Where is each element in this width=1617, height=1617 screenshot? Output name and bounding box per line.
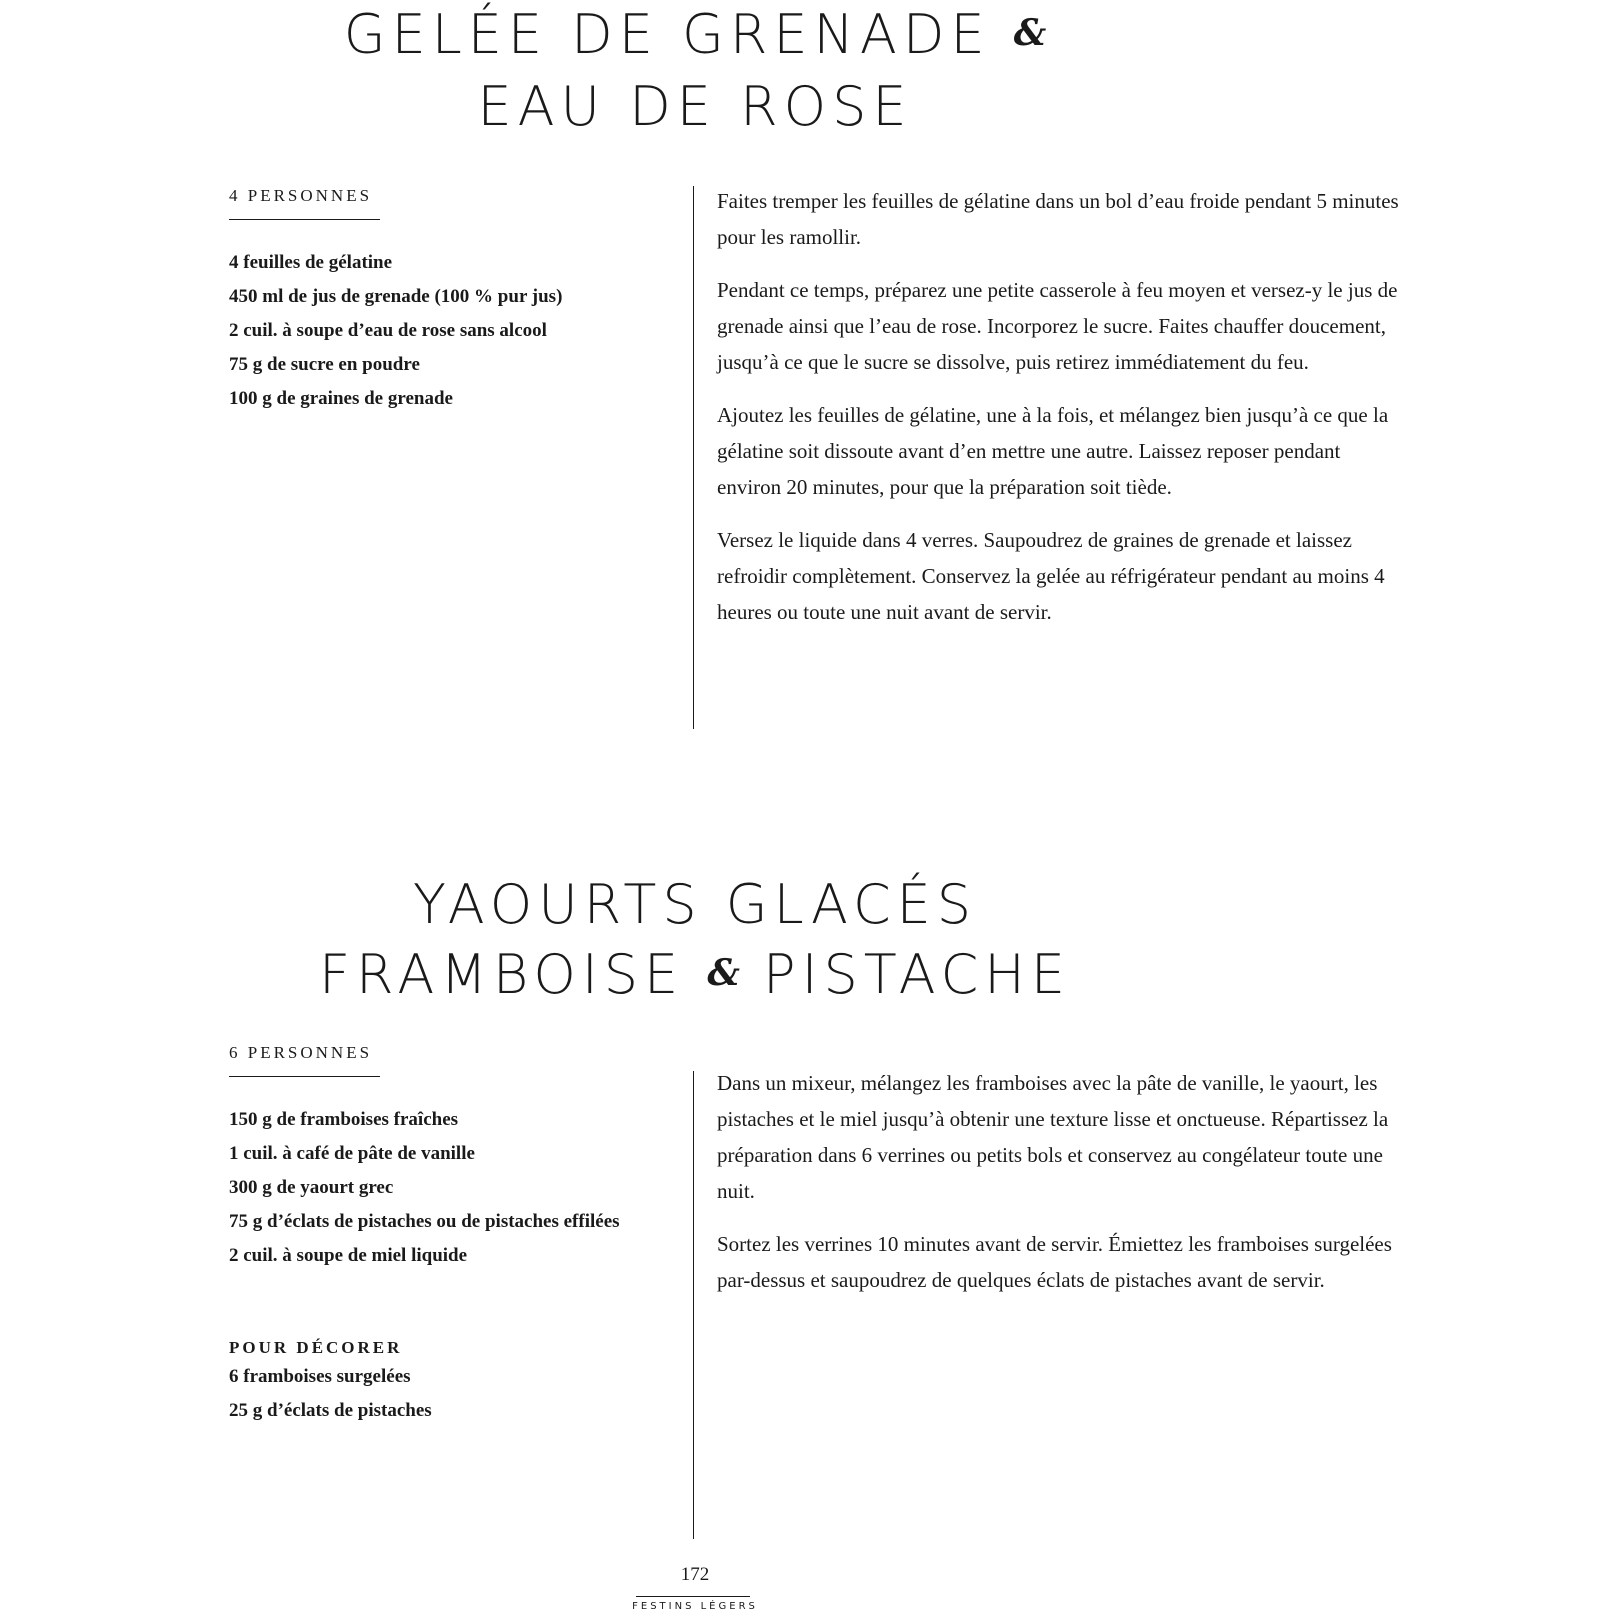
footer-rule — [636, 1596, 750, 1597]
recipe-2-steps — [717, 1065, 1407, 1315]
ingredient-item: 150 g de framboises fraîches — [229, 1109, 459, 1130]
page-number: 172 — [680, 1564, 710, 1585]
recipe-1-servings-rule — [229, 219, 380, 220]
step-paragraph: Faites tremper les feuilles de gélatine dans un bol d’eau froide pendant 5 minutes pour les ramollir. — [717, 189, 1399, 249]
ingredient-item: 2 cuil. à soupe de miel liquide — [229, 1245, 468, 1266]
recipe-1-title-line-2: EAU DE ROSE — [477, 75, 913, 138]
recipe-2-ingredient-list — [229, 1107, 649, 1277]
ampersand-glyph: & — [707, 952, 740, 994]
ingredient-item: 2 cuil. à soupe d’eau de rose sans alcool — [229, 320, 547, 341]
decor-item: 25 g d’éclats de pistaches — [229, 1400, 432, 1421]
decor-item: 6 framboises surgelées — [229, 1366, 411, 1387]
recipe-1-title-line-1 — [0, 3, 1390, 66]
recipe-2-title-text-2a: FRAMBOISE — [318, 943, 685, 1006]
step-paragraph: Ajoutez les feuilles de gélatine, une à la fois, et mélangez bien jusqu’à ce que la gélatine soit dissoute avant d’en mettre une autre. Laissez reposer pendant environ 20 minutes, pour que la préparation soit tiède. — [717, 403, 1389, 499]
recipe-1-steps — [717, 183, 1407, 647]
ingredient-item: 100 g de graines de grenade — [229, 388, 453, 409]
step-paragraph: Pendant ce temps, préparez une petite casserole à feu moyen et versez-y le jus de grenade ainsi que l’eau de rose. Incorporez le sucre. Faites chauffer doucement, jusqu’à ce que le sucre se dissolve, puis retirez immédiatement du feu. — [717, 278, 1398, 374]
recipe-2-servings: 6 PERSONNES — [229, 1043, 373, 1062]
ingredient-item: 300 g de yaourt grec — [229, 1177, 394, 1198]
decor-heading: POUR DÉCORER — [229, 1338, 403, 1357]
recipe-2-title-line-1: YAOURTS GLACÉS — [412, 873, 978, 936]
recipe-2-decor-block — [229, 1338, 649, 1432]
recipe-2-servings-rule — [229, 1076, 380, 1077]
ingredient-item: 4 feuilles de gélatine — [229, 252, 393, 273]
ampersand-glyph: & — [1013, 12, 1047, 54]
step-paragraph: Dans un mixeur, mélangez les framboises avec la pâte de vanille, le yaourt, les pistaches et le miel jusqu’à obtenir une texture lisse et onctueuse. Répartissez la préparation dans 6 verrines ou petits bols et conservez au congélateur toute une nuit. — [717, 1071, 1389, 1203]
section-label: FESTINS LÉGERS — [632, 1601, 758, 1612]
recipe-2-column-divider — [693, 1071, 694, 1539]
recipe-2-title-text-2b: PISTACHE — [763, 943, 1071, 1006]
step-paragraph: Versez le liquide dans 4 verres. Saupoudrez de graines de grenade et laissez refroidir complètement. Conservez la gelée au réfrigérateur pendant au moins 4 heures ou toute une nuit avant de servir. — [717, 528, 1385, 624]
ingredient-item: 450 ml de jus de grenade (100 % pur jus) — [229, 286, 563, 307]
step-paragraph: Sortez les verrines 10 minutes avant de servir. Émiettez les framboises surgelées par-dessus et saupoudrez de quelques éclats de pistaches avant de servir. — [717, 1232, 1392, 1292]
ingredient-item: 1 cuil. à café de pâte de vanille — [229, 1143, 475, 1164]
ingredient-item: 75 g de sucre en poudre — [229, 354, 420, 375]
ingredient-item: 75 g d’éclats de pistaches ou de pistaches effilées — [229, 1211, 620, 1232]
recipe-1-title-text-1: GELÉE DE GRENADE — [343, 3, 991, 66]
recipe-1-column-divider — [693, 186, 694, 729]
recipe-1-servings: 4 PERSONNES — [229, 186, 373, 205]
recipe-2-title-line-2 — [0, 943, 1390, 1006]
decor-list — [229, 1364, 649, 1424]
recipe-1-ingredient-list — [229, 250, 649, 420]
